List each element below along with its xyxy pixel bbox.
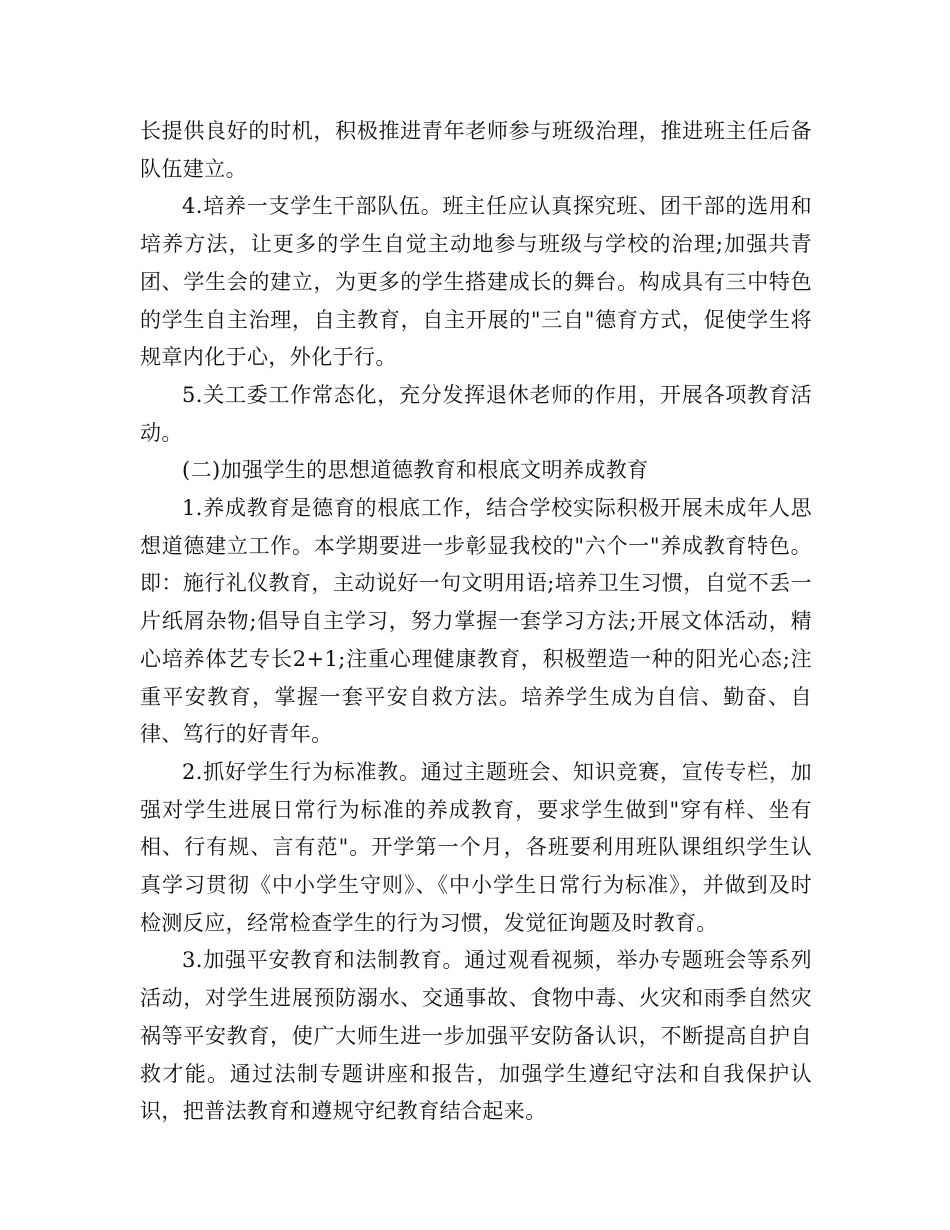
paragraph-item-1: 1.养成教育是德育的根底工作，结合学校实际积极开展未成年人思想道德建立工作。本学期要进一步彰显我校的"六个一"养成教育特色。即：施行礼仪教育，主动说好一句文明用语;培养卫生习惯，自觉不丢一片纸屑杂物;倡导自主学习，努力掌握一套学习方法;开展文体活动，精心培养体艺专长2+1;注重心理健康教育，积极塑造一种的阳光心态;注重平安教育，掌握一套平安自救方法。培养学生成为自信、勤奋、自律、笃行的好青年。 [140,496,812,747]
paragraph-item-5: 5.关工委工作常态化，充分发挥退休老师的作用，开展各项教育活动。 [140,382,812,445]
paragraph-item-2: 2.抓好学生行为标准教。通过主题班会、知识竞赛，宣传专栏，加强对学生进展日常行为标准的养成教育，要求学生做到"穿有样、坐有相、行有规、言有范"。开学第一个月，各班要利用班队课组织学生认真学习贯彻《中小学生守则》、《中小学生日常行为标准》，并做到及时检测反应，经常检查学生的行为习惯，发觉征询题及时教育。 [140,759,812,935]
paragraph-continued: 长提供良好的时机，积极推进青年老师参与班级治理，推进班主任后备队伍建立。 [140,119,812,181]
document-body [140,113,812,1131]
paragraph-item-3: 3.加强平安教育和法制教育。通过观看视频，举办专题班会等系列活动，对学生进展预防溺水、交通事故、食物中毒、火灾和雨季自然灾祸等平安教育，使广大师生进一步加强平安防备认识，不断提高自护自救才能。通过法制专题讲座和报告，加强学生遵纪守法和自我保护认识，把普法教育和遵规守纪教育结合起来。 [140,948,812,1124]
section-heading-2: (二)加强学生的思想道德教育和根底文明养成教育 [182,458,649,483]
paragraph-item-4: 4.培养一支学生干部队伍。班主任应认真探究班、团干部的选用和培养方法，让更多的学生自觉主动地参与班级与学校的治理;加强共青团、学生会的建立，为更多的学生搭建成长的舞台。构成具有三中特色的学生自主治理，自主教育，自主开展的"三自"德育方式，促使学生将规章内化于心，外化于行。 [140,194,812,370]
